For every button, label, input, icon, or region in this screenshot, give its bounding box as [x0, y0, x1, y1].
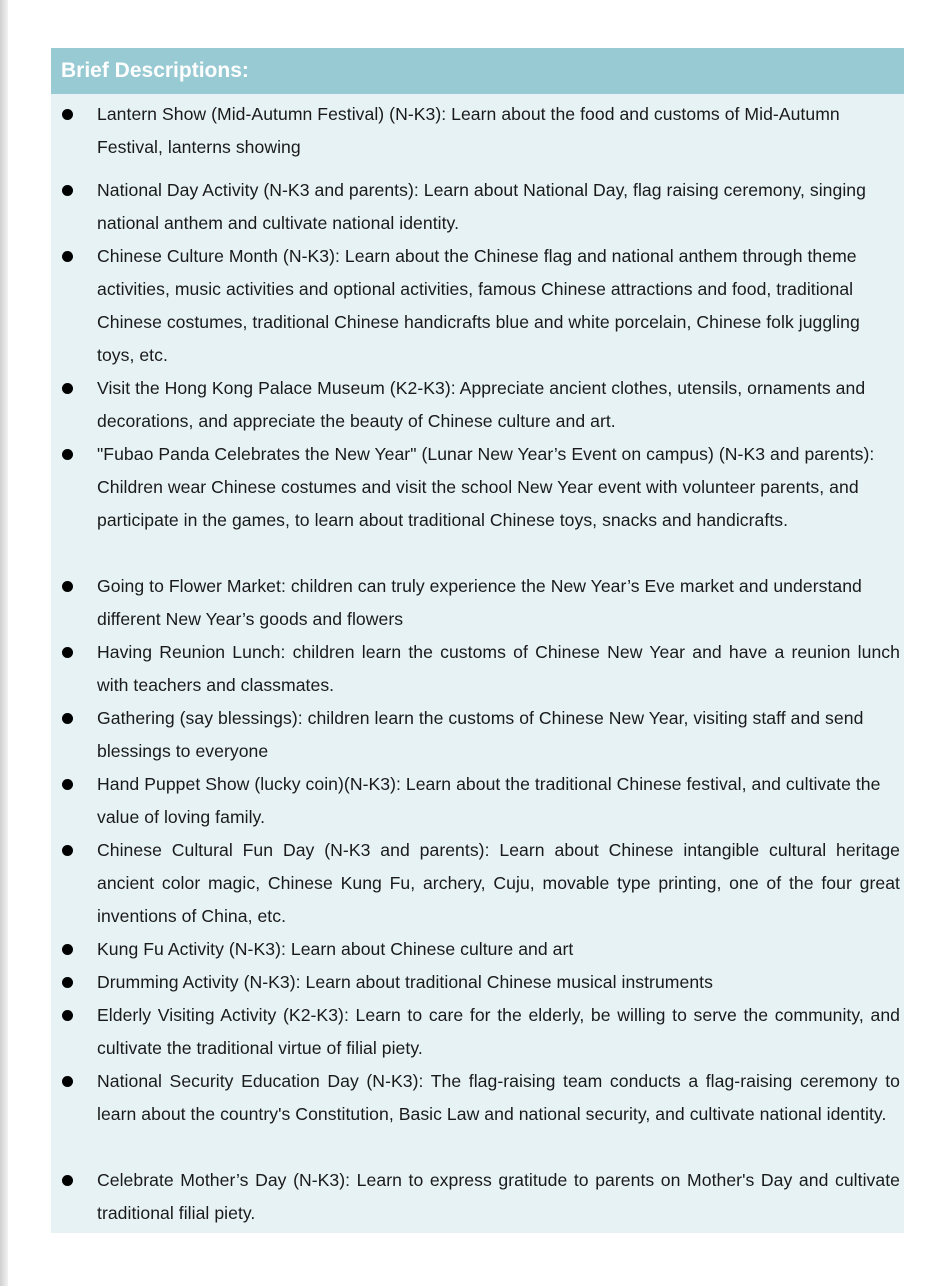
list-item: [97, 1164, 900, 1230]
list-item-text: "Fubao Panda Celebrates the New Year" (Lunar New Year’s Event on campus) (N-K3 and parents): Children wear Chinese costumes and visit the school New Year event with volunteer parents, and participate in the games, to learn about traditional Chinese toys, snacks and handicrafts.: [97, 444, 875, 530]
bullet-icon: [62, 1076, 73, 1087]
list-item: [97, 98, 900, 164]
list-item: [97, 999, 900, 1065]
section-heading: Brief Descriptions:: [51, 48, 904, 94]
brief-descriptions-panel: [51, 48, 904, 1233]
list-item: [97, 834, 900, 933]
bullet-icon: [62, 779, 73, 790]
list-item: [97, 1065, 900, 1131]
page-edge-shadow: [0, 0, 8, 1286]
list-item: [97, 636, 900, 702]
bullet-icon: [62, 944, 73, 955]
list-item: [97, 933, 900, 966]
list-item-text: National Security Education Day (N-K3): The flag-raising team conducts a flag-raising ceremony to learn about the country's Constitution, Basic Law and national security, and cultivate national identity.: [97, 1071, 900, 1124]
bullet-icon: [62, 581, 73, 592]
list-item: [97, 966, 900, 999]
list-item-text: Chinese Culture Month (N-K3): Learn about the Chinese flag and national anthem through theme activities, music activities and optional activities, famous Chinese attractions and food, traditional Chinese costumes, traditional Chinese handicrafts blue and white porcelain, Chinese folk juggling toys, etc.: [97, 246, 860, 365]
list-item-text: Lantern Show (Mid-Autumn Festival) (N-K3): Learn about the food and customs of Mid-Autumn Festival, lanterns showing: [97, 104, 840, 157]
list-item: [97, 702, 900, 768]
bullet-icon: [62, 109, 73, 120]
bullet-icon: [62, 383, 73, 394]
list-item: [97, 570, 900, 636]
bullet-icon: [62, 1175, 73, 1186]
list-item-text: Drumming Activity (N-K3): Learn about traditional Chinese musical instruments: [97, 972, 713, 992]
list-item: [97, 240, 900, 372]
list-item-text: Elderly Visiting Activity (K2-K3): Learn to care for the elderly, be willing to serve the community, and cultivate the traditional virtue of filial piety.: [97, 1005, 900, 1058]
list-item-text: Having Reunion Lunch: children learn the customs of Chinese New Year and have a reunion lunch with teachers and classmates.: [97, 642, 900, 695]
bullet-icon: [62, 251, 73, 262]
bullet-icon: [62, 713, 73, 724]
bullet-icon: [62, 977, 73, 988]
bullet-icon: [62, 845, 73, 856]
list-item-text: National Day Activity (N-K3 and parents): Learn about National Day, flag raising ceremony, singing national anthem and cultivate national identity.: [97, 180, 866, 233]
list-item-text: Hand Puppet Show (lucky coin)(N-K3): Learn about the traditional Chinese festival, and cultivate the value of loving family.: [97, 774, 881, 827]
list-item: [97, 174, 900, 240]
bullet-icon: [62, 1010, 73, 1021]
list-item: [97, 768, 900, 834]
list-item-text: Visit the Hong Kong Palace Museum (K2-K3): Appreciate ancient clothes, utensils, ornaments and decorations, and appreciate the beauty of Chinese culture and art.: [97, 378, 866, 431]
list-item-text: Gathering (say blessings): children learn the customs of Chinese New Year, visiting staff and send blessings to everyone: [97, 708, 864, 761]
list-item-text: Kung Fu Activity (N-K3): Learn about Chinese culture and art: [97, 939, 574, 959]
list-item: [97, 372, 900, 438]
list-item: [97, 438, 900, 537]
bullet-icon: [62, 449, 73, 460]
list-item-text: Chinese Cultural Fun Day (N-K3 and parents): Learn about Chinese intangible cultural heritage ancient color magic, Chinese Kung Fu, archery, Cuju, movable type printing, one of the four great inventions of China, etc.: [97, 840, 900, 926]
list-item-text: Celebrate Mother’s Day (N-K3): Learn to express gratitude to parents on Mother's Day and cultivate traditional filial piety.: [97, 1170, 900, 1223]
bullet-icon: [62, 647, 73, 658]
bullet-icon: [62, 185, 73, 196]
list-item-text: Going to Flower Market: children can truly experience the New Year’s Eve market and understand different New Year’s goods and flowers: [97, 576, 862, 629]
